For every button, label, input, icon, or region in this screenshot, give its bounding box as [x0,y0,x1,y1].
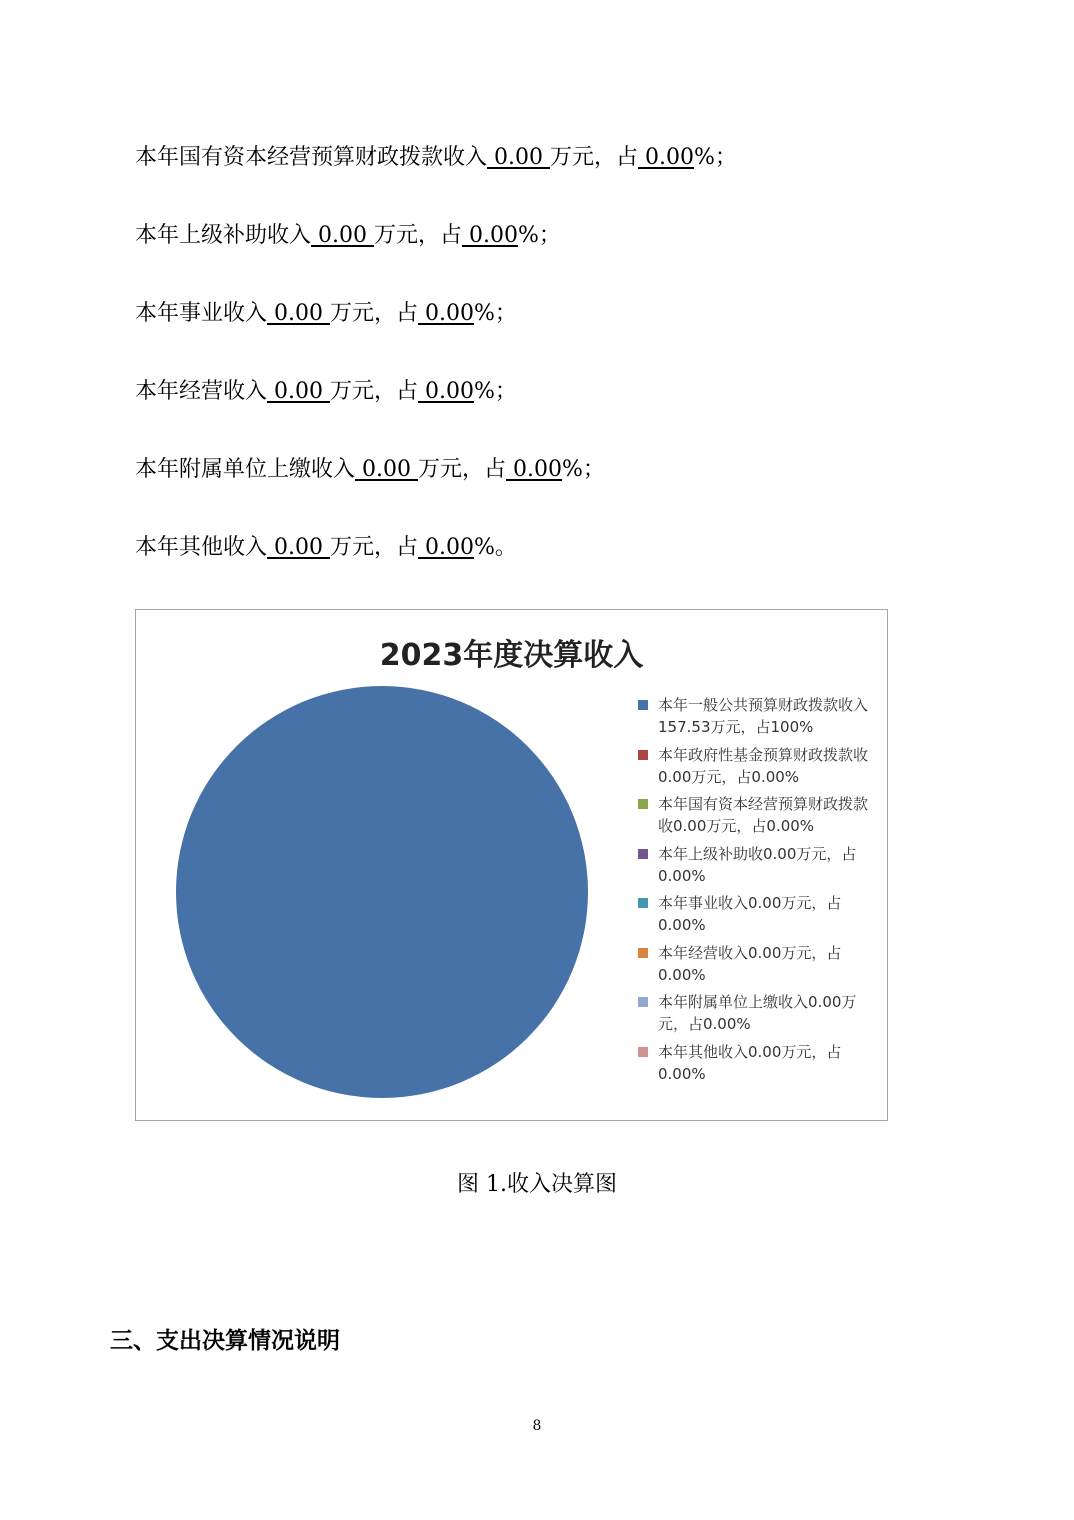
paragraph-operating-income [135,377,517,407]
percent-suffix: %； [694,145,737,170]
percent-value: 0.00 [638,145,694,170]
legend-item [636,991,876,1041]
percent-suffix: %； [474,379,517,404]
page-number: 8 [532,1418,542,1434]
legend-label: 本年上级补助收0.00万元，占0.00% [658,844,857,885]
legend-swatch [638,948,648,958]
amount-value: 0.00 [267,535,330,560]
paragraph-label: 本年其他收入 [135,535,268,560]
unit-text: 万元，占 [330,379,419,404]
paragraph-business-income [135,299,517,329]
amount-value: 0.00 [267,379,330,404]
legend-item [636,744,876,794]
paragraph-other-income [135,533,517,563]
legend-item [636,942,876,992]
legend-label: 本年一般公共预算财政拨款收入157.53万元，占100% [658,696,869,736]
legend-label: 本年其他收入0.00万元，占0.00% [658,1042,842,1083]
paragraph-affiliated-unit-income [135,455,605,485]
unit-text: 万元，占 [330,535,419,560]
legend-item [636,1041,876,1091]
unit-text: 万元，占 [374,223,463,248]
legend-label: 本年附属单位上缴收入0.00万元，占0.00% [658,993,857,1033]
amount-value: 0.00 [355,457,418,482]
pie-slice [176,686,588,1098]
percent-value: 0.00 [418,535,474,560]
legend-swatch [638,1047,648,1057]
amount-value: 0.00 [267,301,330,326]
percent-value: 0.00 [418,301,474,326]
percent-suffix: %； [518,223,561,248]
paragraph-label: 本年经营收入 [135,379,268,404]
chart-legend [636,694,876,1090]
legend-item [636,694,876,744]
percent-suffix: %； [474,301,517,326]
percent-value: 0.00 [462,223,518,248]
unit-text: 万元，占 [330,301,419,326]
legend-swatch [638,750,648,760]
percent-suffix: %。 [474,535,517,560]
legend-swatch [638,898,648,908]
legend-label: 本年政府性基金预算财政拨款收0.00万元，占0.00% [658,745,869,786]
amount-value: 0.00 [311,223,374,248]
paragraph-superior-subsidy-income [135,221,561,251]
unit-text: 万元，占 [418,457,507,482]
legend-label: 本年国有资本经营预算财政拨款收0.00万元，占0.00% [658,795,869,835]
legend-label: 本年经营收入0.00万元，占0.00% [658,943,842,984]
amount-value: 0.00 [487,145,550,170]
paragraph-label: 本年上级补助收入 [135,223,312,248]
income-pie-chart [135,609,888,1121]
pie-plot [172,682,592,1102]
legend-item [636,793,876,843]
legend-swatch [638,997,648,1007]
unit-text: 万元，占 [550,145,639,170]
paragraph-label: 本年附属单位上缴收入 [135,457,356,482]
percent-value: 0.00 [506,457,562,482]
legend-label: 本年事业收入0.00万元，占0.00% [658,894,842,934]
legend-item [636,892,876,942]
percent-suffix: %； [562,457,605,482]
legend-swatch [638,799,648,809]
section-heading: 三、支出决算情况说明 [110,1328,340,1354]
chart-title: 2023年度决算收入 [379,638,644,673]
figure-caption: 图 1.收入决算图 [457,1172,617,1197]
paragraph-label: 本年国有资本经营预算财政拨款收入 [135,145,488,170]
percent-value: 0.00 [418,379,474,404]
paragraph-state-capital-income [135,143,737,173]
legend-item [636,843,876,893]
legend-swatch [638,849,648,859]
legend-swatch [638,700,648,710]
paragraph-label: 本年事业收入 [135,301,268,326]
